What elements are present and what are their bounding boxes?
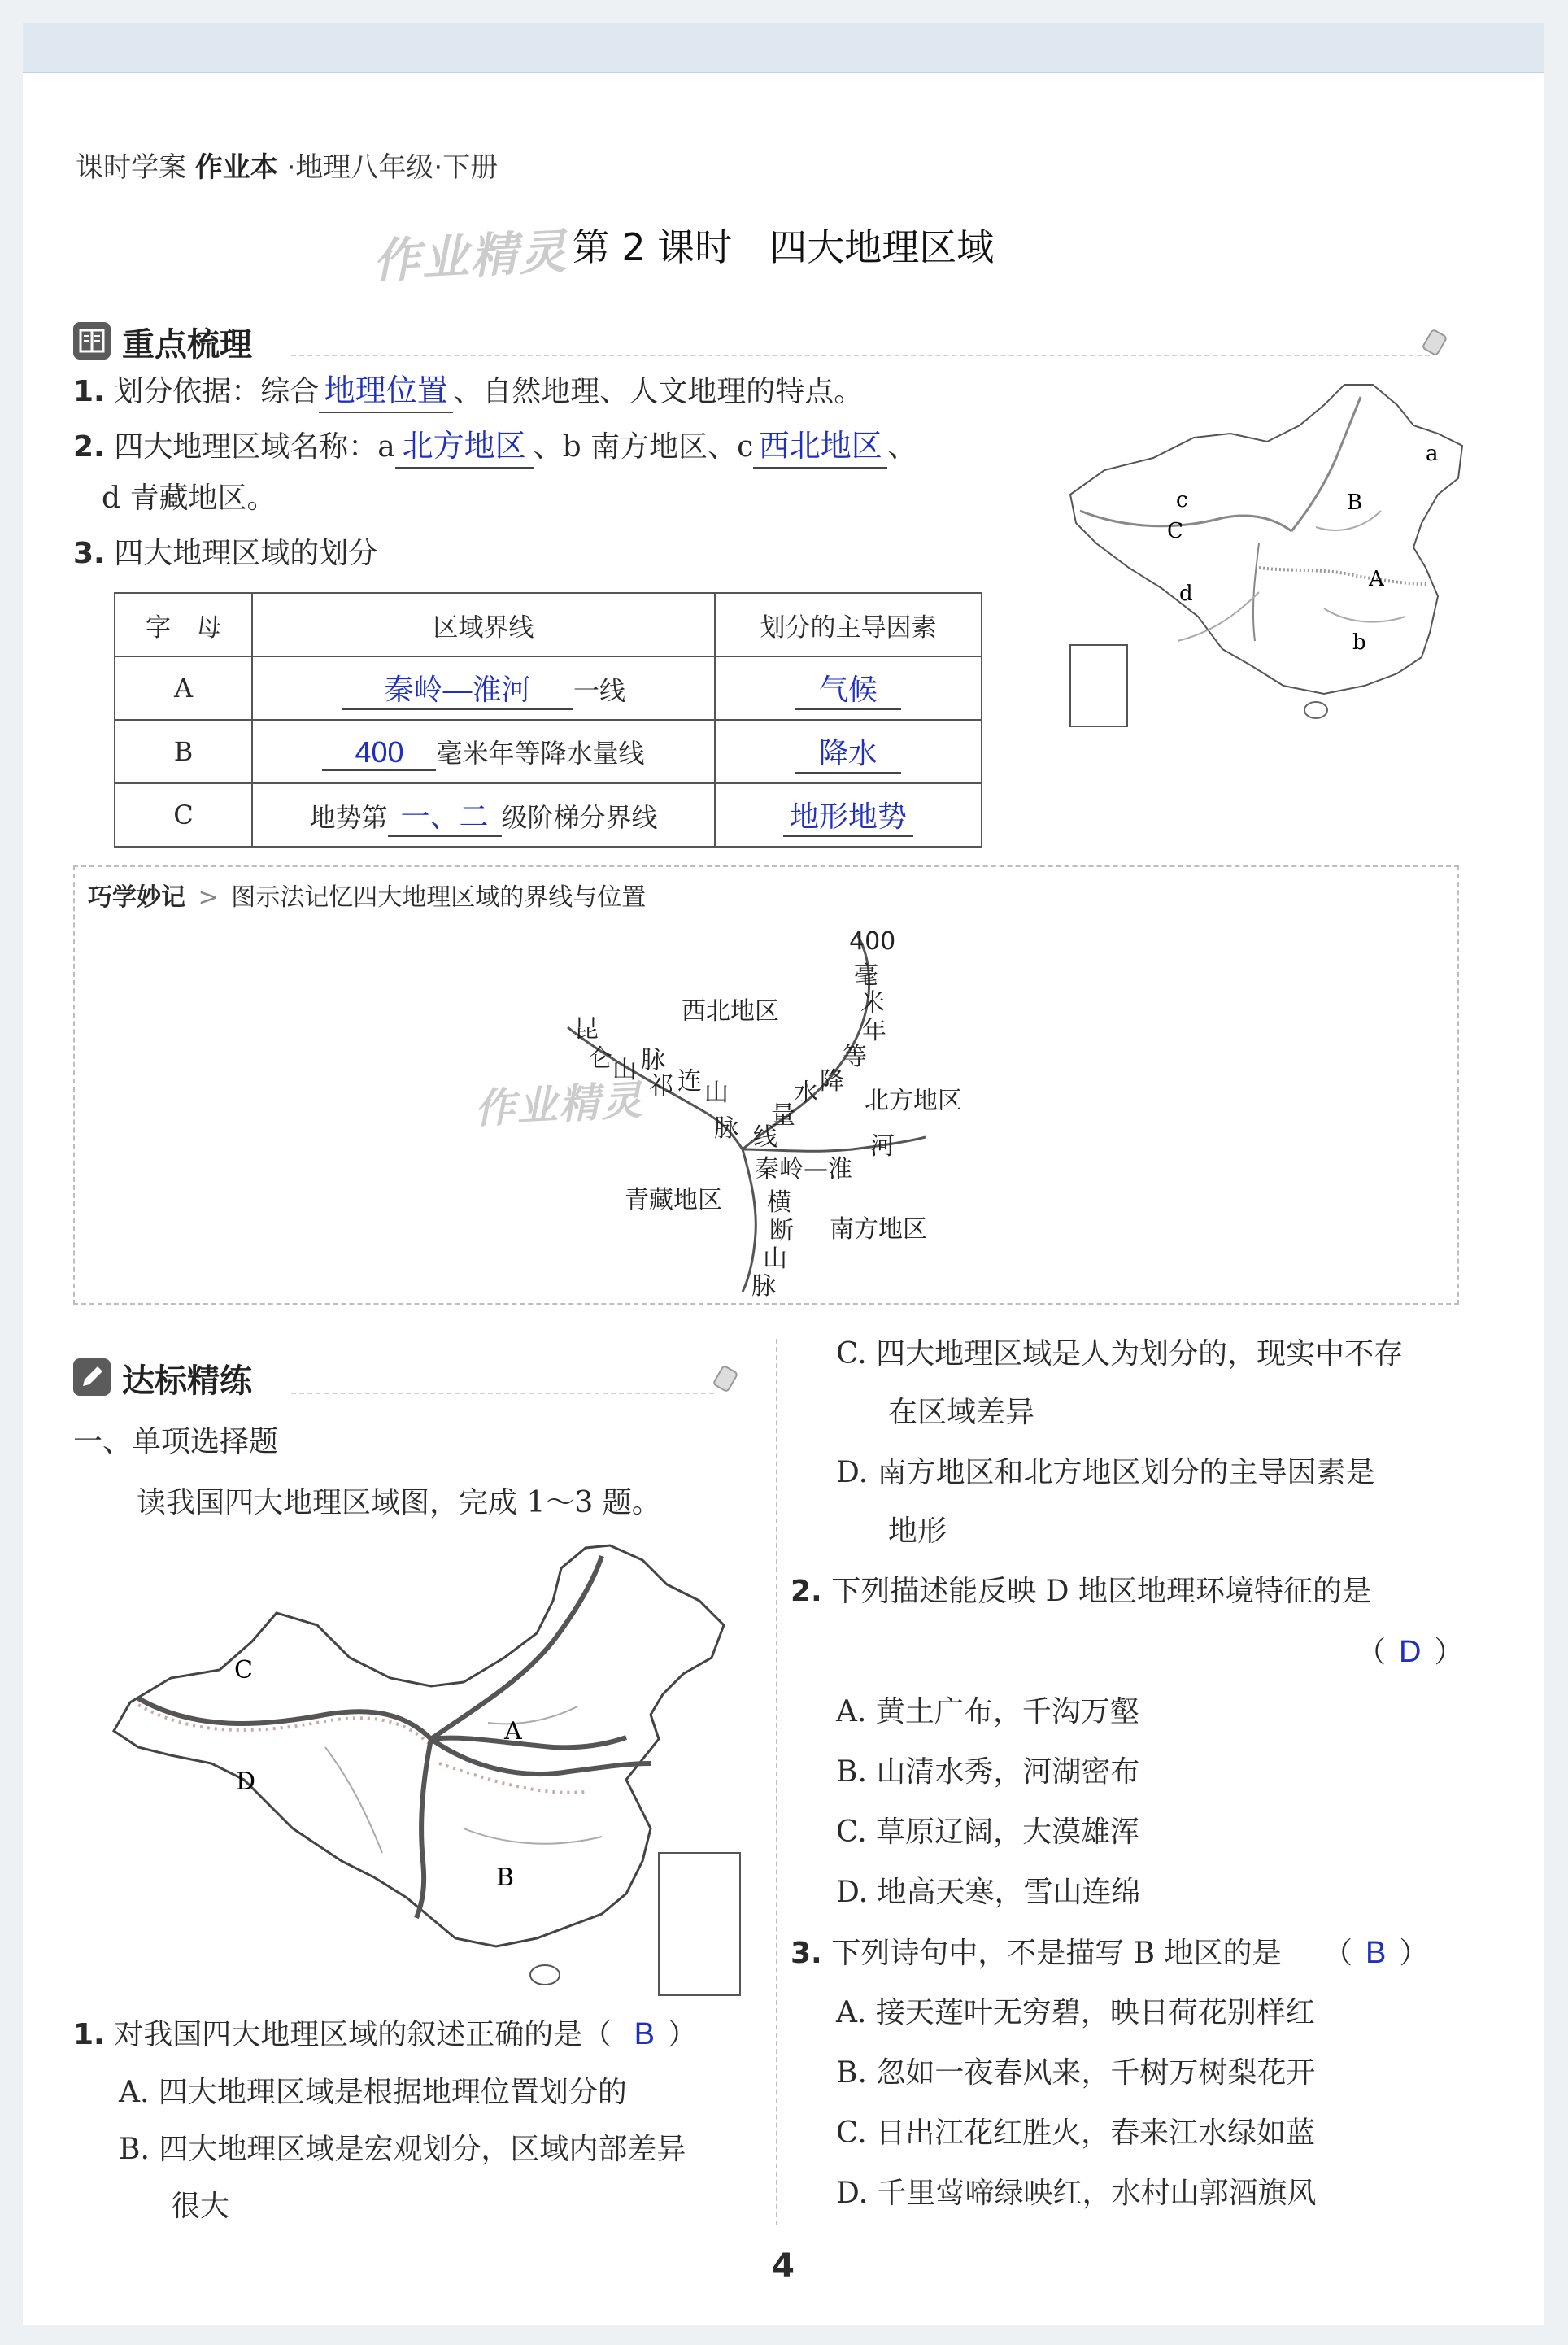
map-label: A [504, 1717, 522, 1746]
hengduan-char: 山 [763, 1244, 787, 1273]
point-1: 1. 划分依据：综合 地理位置 、自然地理、人文地理的特点。 [73, 371, 863, 413]
kunlun-char: 脉 [641, 1046, 665, 1074]
table-header: 划分的主导因素 [715, 593, 982, 656]
section-title-key-points: 重点梳理 [122, 326, 252, 364]
answer-mark: B [1365, 1936, 1387, 1970]
kunlun-char: 仑 [588, 1044, 612, 1073]
option: C. 日出江花红胜火，春来江水绿如蓝 [836, 2116, 1316, 2150]
option-cont: 地形 [888, 1515, 947, 1548]
line400-char: 400 [849, 927, 896, 956]
qinling-he-char: 河 [870, 1132, 895, 1161]
option: C. 草原辽阔，大漠雄浑 [836, 1815, 1140, 1849]
qinling-label: 秦岭—淮 [755, 1155, 852, 1183]
tip-heading: 巧学妙记 > 图示法记忆四大地理区域的界线与位置 [88, 883, 647, 912]
question-intro: 读我国四大地理区域图，完成 1～3 题。 [137, 1486, 661, 1519]
line400-char: 线 [753, 1123, 777, 1152]
china-regions-map [81, 1536, 748, 2007]
map-label: c [1176, 488, 1188, 512]
option: A. 黄土广布，千沟万壑 [836, 1695, 1139, 1728]
map-label: C [1167, 519, 1183, 543]
table-header-row [115, 593, 982, 656]
answer-blank: 北方地区 [395, 426, 534, 469]
part-heading: 一、单项选择题 [73, 1425, 279, 1458]
line400-char: 等 [843, 1043, 867, 1071]
option: B. 四大地理区域是宏观划分，区域内部差异 [119, 2133, 686, 2166]
watermark: 作业精灵 [371, 223, 569, 290]
worksheet-page [23, 23, 1544, 2325]
pencil-icon [73, 1358, 111, 1396]
point-3: 3. 四大地理区域的划分 [73, 537, 378, 570]
answer-blank: 一、二 [388, 794, 502, 837]
table-header: 字 母 [115, 593, 252, 656]
lesson-title: 第 2 课时 四大地理区域 [572, 225, 995, 269]
option: D. 南方地区和北方地区划分的主导因素是 [836, 1456, 1375, 1489]
answer-bracket: （ D ） [1357, 1635, 1464, 1669]
map-label: b [1352, 630, 1366, 655]
option: B. 忽如一夜春风来，千树万树梨花开 [836, 2056, 1316, 2090]
book-header: 课时学案 作业本 ·地理八年级·下册 [76, 151, 499, 184]
point-2-line2: d 青藏地区。 [102, 482, 277, 515]
section-divider [291, 355, 1430, 356]
qilian-char: 脉 [714, 1114, 738, 1143]
question-3: 3. 下列诗句中，不是描写 B 地区的是 （ B ） [791, 1936, 1429, 1970]
line400-char: 降 [820, 1067, 844, 1096]
line400-char: 年 [862, 1017, 886, 1045]
table-row: B 400 毫米年等降水量线 降水 [115, 720, 982, 783]
answer-blank: 地形地势 [783, 794, 913, 837]
answer-blank: 降水 [795, 730, 901, 774]
question-2: 2. 下列描述能反映 D 地区地理环境特征的是 [791, 1575, 1371, 1608]
scroll-icon [1415, 322, 1456, 366]
section-title-practice: 达标精练 [122, 1362, 252, 1400]
map-label: B [1347, 490, 1363, 515]
scroll-icon [706, 1358, 747, 1402]
label-qingzang-region: 青藏地区 [625, 1186, 722, 1214]
line400-char: 毫 [854, 961, 878, 990]
map-label: B [496, 1863, 515, 1892]
section-divider [291, 1393, 714, 1394]
answer-mark: B [634, 2017, 656, 2051]
answer-mark: D [1399, 1635, 1422, 1669]
hengduan-char: 断 [769, 1217, 794, 1245]
map-label: A [1369, 567, 1384, 591]
table-row: A 秦岭—淮河 一线 气候 [115, 656, 982, 720]
map-label: C [234, 1656, 253, 1685]
option: D. 千里莺啼绿映红，水村山郭酒旗风 [836, 2177, 1317, 2210]
answer-blank: 地理位置 [319, 371, 453, 413]
kunlun-char: 昆 [574, 1015, 599, 1044]
option: B. 山清水秀，河湖密布 [836, 1755, 1140, 1789]
map-label: a [1426, 442, 1439, 466]
china-regions-map-small [1056, 381, 1479, 763]
column-divider [776, 1339, 777, 2225]
hengduan-char: 横 [767, 1188, 791, 1217]
label-northwest-region: 西北地区 [682, 997, 779, 1026]
answer-blank: 气候 [795, 667, 901, 710]
answer-blank: 400 [322, 735, 436, 771]
label-north-region: 北方地区 [865, 1087, 962, 1115]
option: A. 接天莲叶无穷碧，映日荷花别样红 [836, 1996, 1315, 2029]
option: D. 地高天寒，雪山连绵 [836, 1876, 1141, 1909]
label-south-region: 南方地区 [830, 1215, 927, 1244]
table-row: C 地势第 一、二 级阶梯分界线 地形地势 [115, 783, 982, 847]
scan-top-bar [23, 23, 1544, 73]
hengduan-char: 脉 [751, 1272, 776, 1301]
option: A. 四大地理区域是根据地理位置划分的 [119, 2076, 627, 2109]
page-number: 4 [772, 2247, 795, 2285]
question-1: 1. 对我国四大地理区域的叙述正确的是（ B ） [73, 2017, 698, 2051]
map-label: d [1179, 582, 1193, 606]
answer-blank: 西北地区 [753, 426, 887, 469]
book-icon [73, 322, 111, 360]
line400-char: 水 [794, 1079, 818, 1107]
qilian-char: 祁 [649, 1072, 673, 1101]
option: C. 四大地理区域是人为划分的，现实中不存 [836, 1337, 1404, 1371]
map-label: D [236, 1767, 256, 1796]
qilian-char: 山 [704, 1079, 729, 1107]
qilian-char: 连 [677, 1067, 702, 1096]
watermark: 作业精灵 [473, 1076, 645, 1133]
region-division-table [114, 592, 982, 848]
kunlun-char: 山 [612, 1056, 637, 1084]
table-header: 区域界线 [252, 593, 715, 656]
line400-char: 米 [860, 989, 885, 1018]
line400-char: 量 [771, 1101, 795, 1130]
option-cont: 很大 [171, 2190, 230, 2223]
point-2: 2. 四大地理区域名称：a 北方地区 、b 南方地区、c 西北地区 、 [73, 426, 917, 469]
option-cont: 在区域差异 [888, 1396, 1035, 1429]
answer-blank: 秦岭—淮河 [342, 667, 573, 710]
